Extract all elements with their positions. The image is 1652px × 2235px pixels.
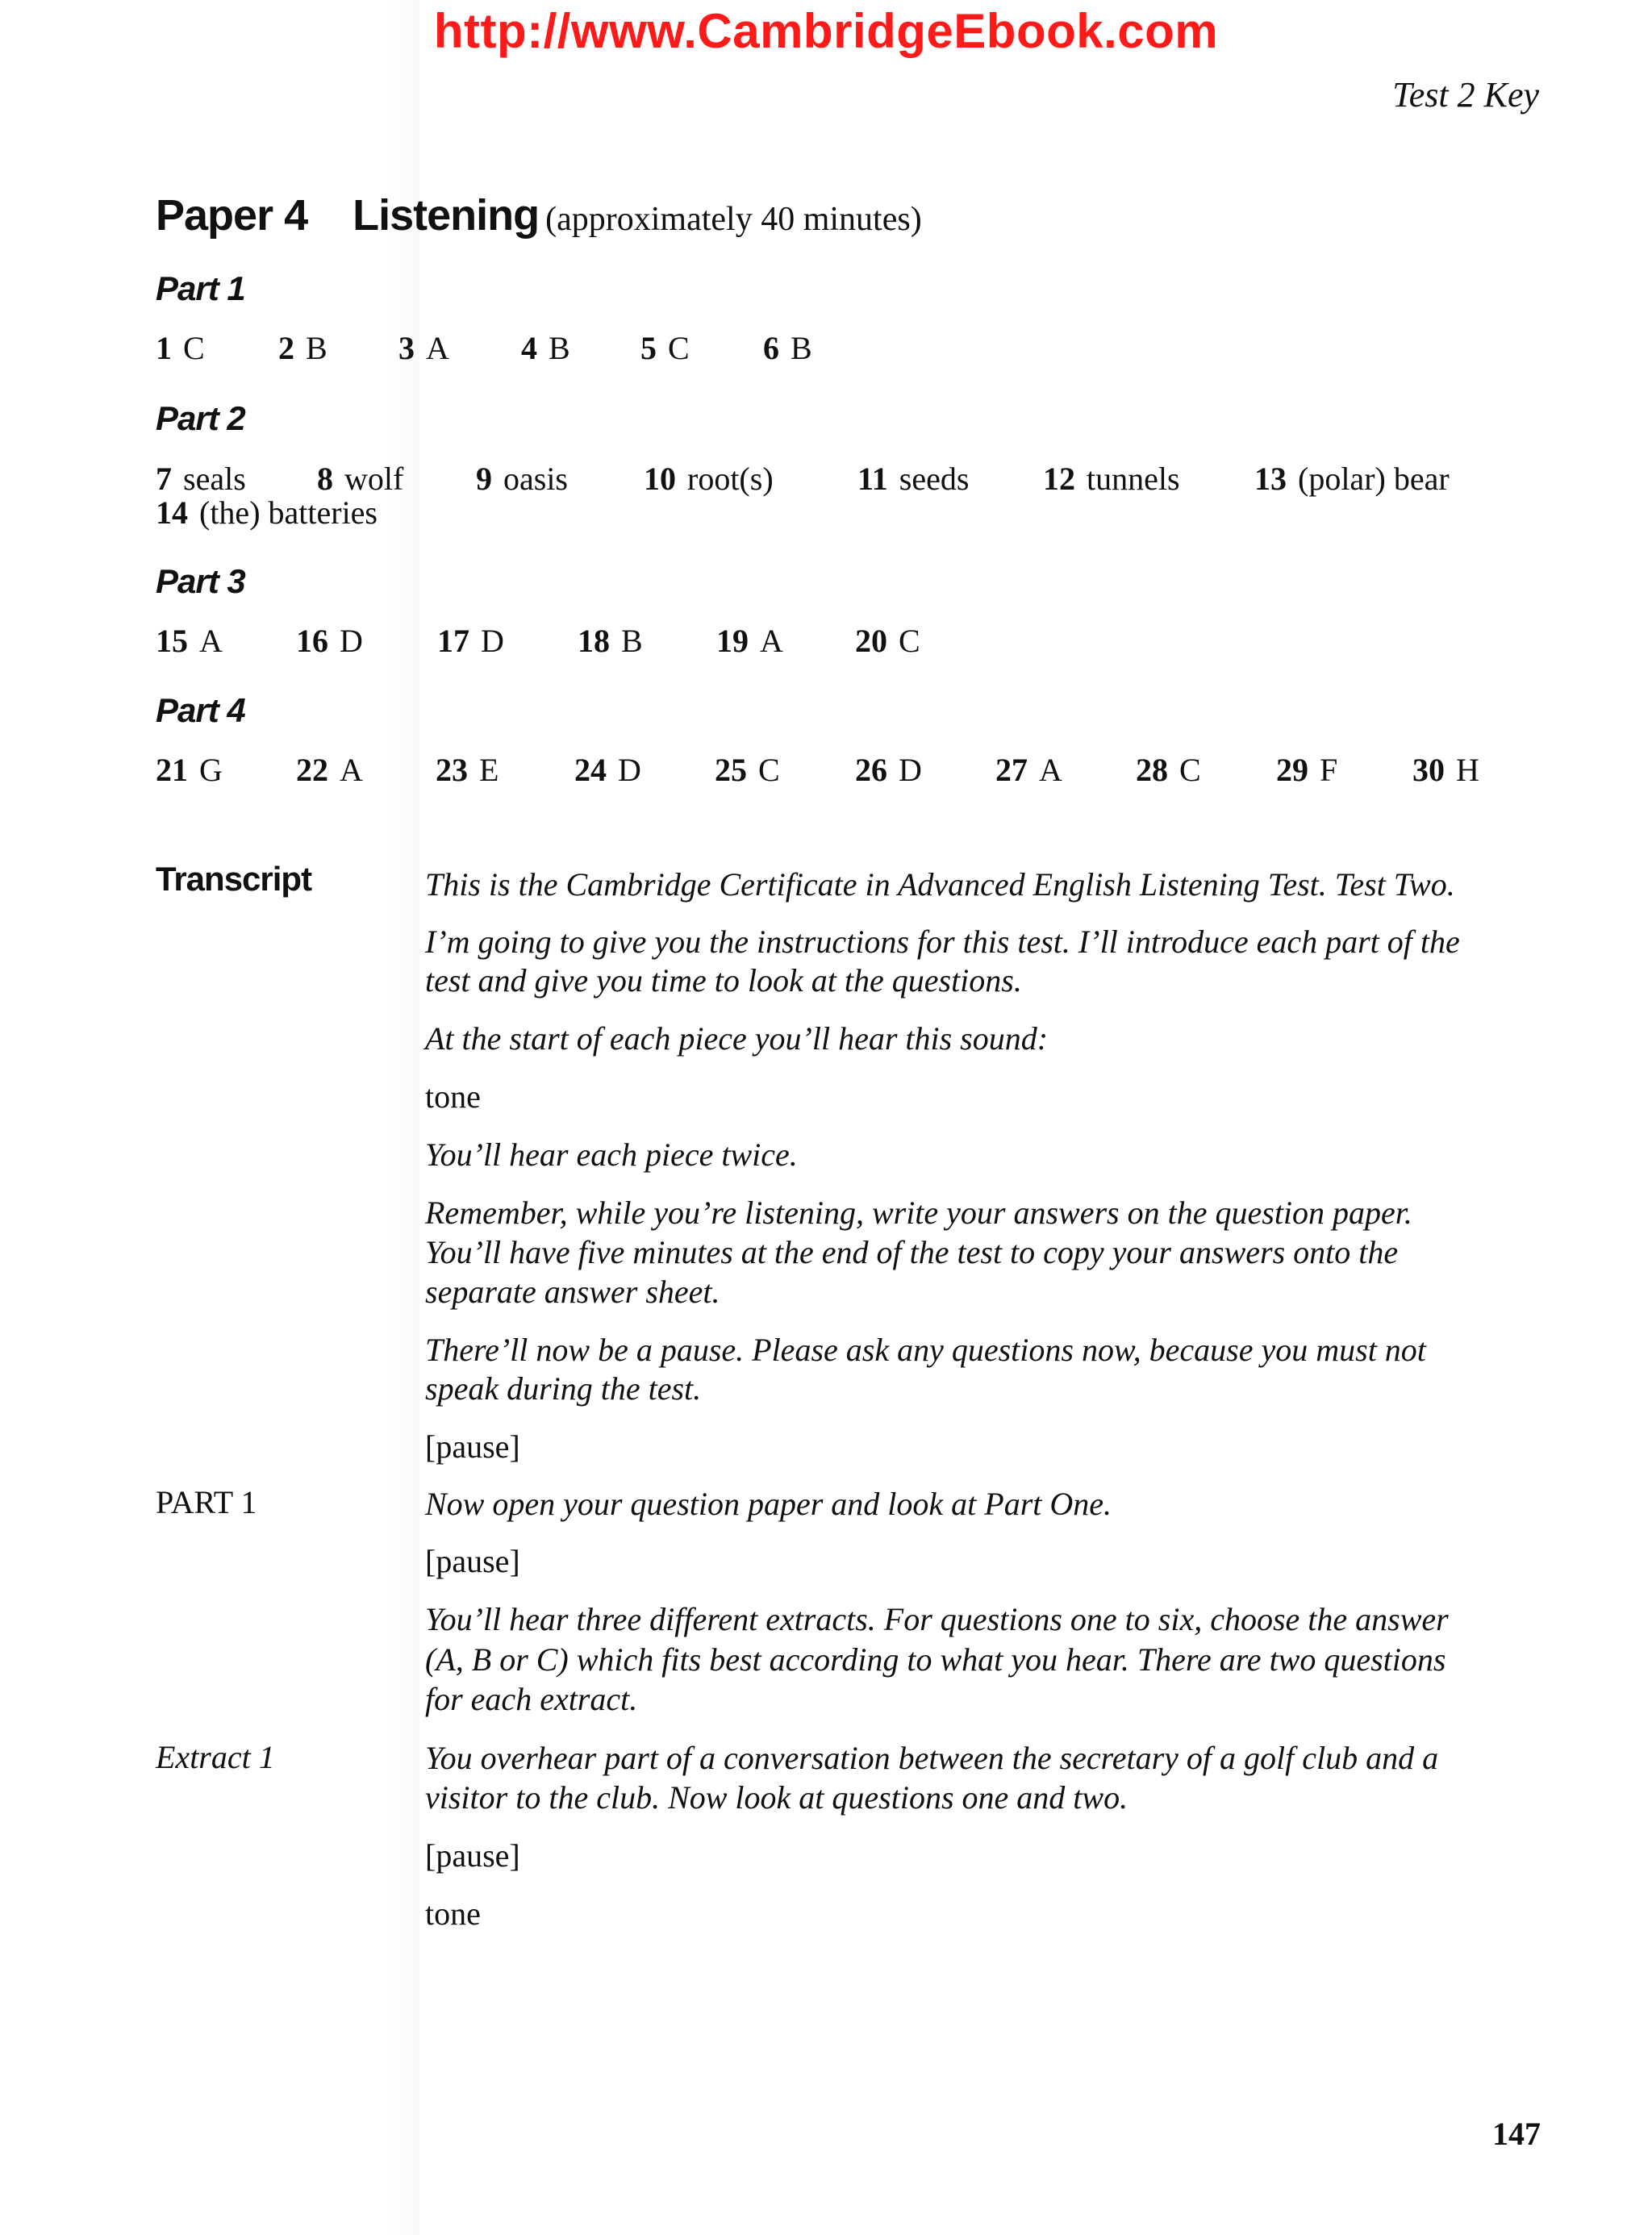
answer-item: 18 B xyxy=(578,623,643,659)
transcript-line: You’ll have five minutes at the end of the test to copy your answers onto the xyxy=(425,1234,1399,1270)
transcript-line: Now open your question paper and look at Part One. xyxy=(425,1486,1112,1522)
answer-item: 1 C xyxy=(156,330,205,366)
transcript-line: You’ll hear three different extracts. For questions one to six, choose the answer xyxy=(425,1601,1449,1637)
transcript-line: tone xyxy=(425,1078,481,1115)
answer-item: 10 root(s) xyxy=(644,461,774,497)
transcript-line: for each extract. xyxy=(425,1681,638,1717)
answer-item: 4 B xyxy=(521,330,570,366)
answer-item: 9 oasis xyxy=(476,461,568,497)
transcript-line: (A, B or C) which fits best according to what you hear. There are two questions xyxy=(425,1641,1446,1678)
page-number: 147 xyxy=(1492,2116,1541,2152)
answer-item: 17 D xyxy=(437,623,504,659)
transcript-line: visitor to the club. Now look at questions one and two. xyxy=(425,1779,1128,1816)
transcript-line: You overhear part of a conversation between the secretary of a golf club and a xyxy=(425,1740,1439,1776)
answer-item: 7 seals xyxy=(156,461,246,497)
page-background xyxy=(0,0,419,2235)
duration-label: (approximately 40 minutes) xyxy=(545,201,922,238)
answer-item: 6 B xyxy=(763,330,812,366)
transcript-line: separate answer sheet. xyxy=(425,1274,720,1310)
part-1-heading: Part 1 xyxy=(156,269,245,307)
answer-item: 30 H xyxy=(1412,752,1479,788)
answer-item: 23 E xyxy=(436,752,499,788)
transcript-line: You’ll hear each piece twice. xyxy=(425,1136,798,1173)
transcript-line: [pause] xyxy=(425,1428,520,1465)
answer-item: 29 F xyxy=(1276,752,1338,788)
answer-item: 15 A xyxy=(156,623,223,659)
section-label: Listening xyxy=(353,191,540,240)
answer-item: 28 C xyxy=(1136,752,1201,788)
transcript-line: [pause] xyxy=(425,1543,520,1579)
transcript-line: [pause] xyxy=(425,1837,520,1874)
transcript-line: I’m going to give you the instructions for this test. I’ll introduce each part of the xyxy=(425,924,1460,960)
transcript-line: test and give you time to look at the questions. xyxy=(425,962,1022,999)
part-1-label: PART 1 xyxy=(156,1484,257,1520)
part-2-heading: Part 2 xyxy=(156,399,245,437)
transcript-line: tone xyxy=(425,1895,481,1932)
part-3-heading: Part 3 xyxy=(156,562,245,600)
answer-item: 25 C xyxy=(715,752,780,788)
paper-label: Paper 4 xyxy=(156,191,308,240)
answer-item: 12 tunnels xyxy=(1043,461,1180,497)
transcript-heading: Transcript xyxy=(156,860,312,898)
answer-item: 8 wolf xyxy=(317,461,404,497)
running-head: Test 2 Key xyxy=(1392,75,1539,115)
page-title xyxy=(156,190,922,240)
transcript-line: speak during the test. xyxy=(425,1370,702,1407)
answer-item: 16 D xyxy=(296,623,363,659)
answer-item: 13 (polar) bear xyxy=(1254,461,1450,497)
answer-item: 3 A xyxy=(398,330,449,366)
watermark-url: http://www.CambridgeEbook.com xyxy=(433,4,1219,58)
answer-item: 20 C xyxy=(855,623,920,659)
answer-item: 24 D xyxy=(574,752,641,788)
transcript-line: There’ll now be a pause. Please ask any questions now, because you must not xyxy=(425,1332,1426,1368)
transcript-line: At the start of each piece you’ll hear this sound: xyxy=(425,1020,1049,1057)
answer-item: 5 C xyxy=(640,330,690,366)
answer-item: 19 A xyxy=(716,623,783,659)
answer-item: 14 (the) batteries xyxy=(156,494,378,531)
part-4-heading: Part 4 xyxy=(156,691,245,729)
transcript-line: Remember, while you’re listening, write your answers on the question paper. xyxy=(425,1195,1412,1231)
answer-item: 2 B xyxy=(278,330,327,366)
answer-item: 11 seeds xyxy=(857,461,970,497)
extract-1-label: Extract 1 xyxy=(156,1739,275,1775)
transcript-line: This is the Cambridge Certificate in Advanced English Listening Test. Test Two. xyxy=(425,866,1455,903)
answer-item: 22 A xyxy=(296,752,363,788)
answer-item: 27 A xyxy=(995,752,1062,788)
answer-item: 21 G xyxy=(156,752,223,788)
answer-item: 26 D xyxy=(855,752,922,788)
